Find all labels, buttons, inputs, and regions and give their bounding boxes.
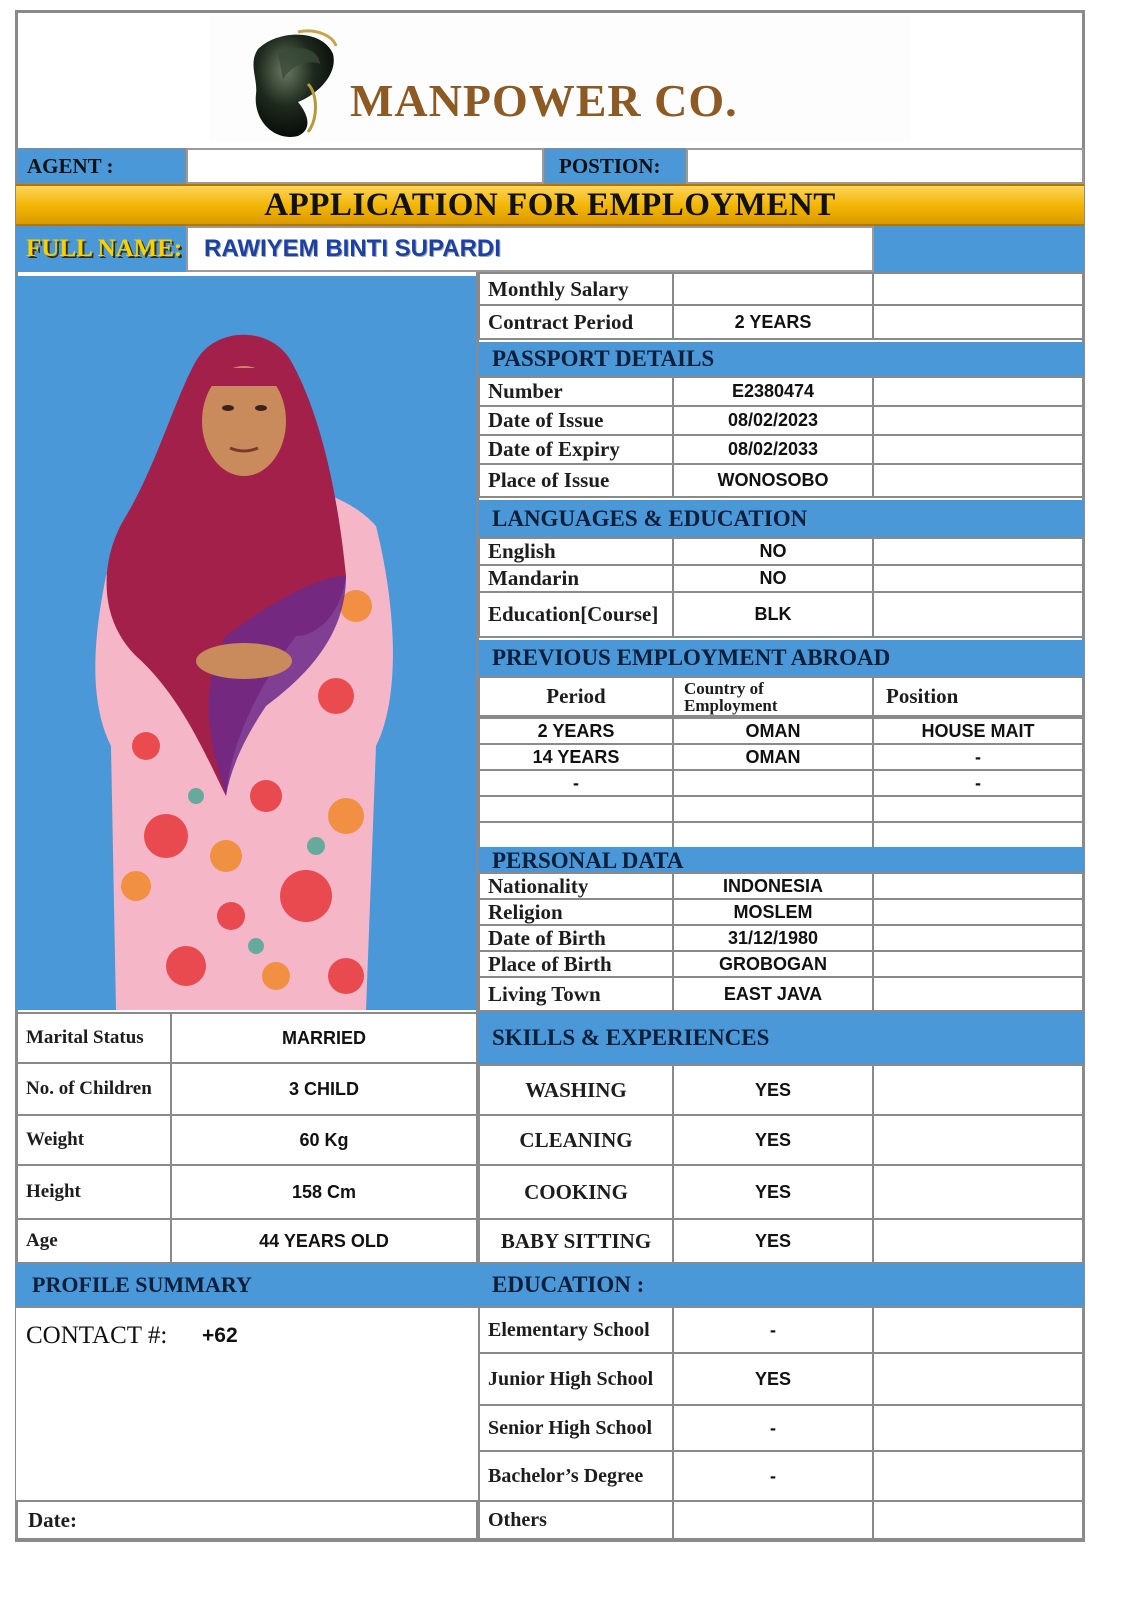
others-field[interactable] [672, 1500, 874, 1540]
elementary-extra[interactable] [872, 1306, 1084, 1354]
skill-cleaning-value: YES [754, 1129, 792, 1150]
bachelors-label-cell [478, 1450, 674, 1502]
mandarin-value: NO [759, 568, 787, 588]
religion-extra[interactable] [872, 898, 1084, 926]
skill-washing-extra[interactable] [872, 1064, 1084, 1116]
passport-number-label: Number [488, 379, 563, 403]
monthly-salary-label: Monthly Salary [488, 276, 629, 301]
date-field[interactable] [16, 1500, 478, 1540]
marital-status-label-cell [16, 1012, 172, 1064]
agent-input[interactable] [186, 148, 544, 184]
monthly-salary-extra[interactable] [872, 272, 1084, 306]
previous-row-1-country-field[interactable] [672, 717, 874, 745]
skill-babysitting-label: BABY SITTING [500, 1228, 652, 1253]
contract-period-label: Contract Period [488, 309, 634, 334]
contract-period-extra[interactable] [872, 304, 1084, 340]
languages-section-title: LANGUAGES & EDUCATION [492, 505, 808, 531]
mandarin-field[interactable] [672, 564, 874, 593]
place-of-birth-label: Place of Birth [488, 951, 612, 976]
passport-section-header [478, 342, 1084, 376]
weight-label-cell [16, 1114, 172, 1166]
previous-row-5-position-field[interactable] [872, 821, 1084, 849]
position-label: POSTION: [559, 153, 661, 178]
children-label: No. of Children [26, 1078, 152, 1099]
junior-high-label: Junior High School [488, 1367, 654, 1390]
previous-row-5-period-field[interactable] [478, 821, 674, 849]
previous-header-country [672, 676, 874, 717]
agent-label: AGENT : [27, 153, 114, 178]
religion-field[interactable] [672, 898, 874, 926]
date-of-birth-value: 31/12/1980 [727, 927, 819, 948]
others-label-cell [478, 1500, 674, 1540]
full-name-extra [874, 226, 1084, 272]
personal-data-section-header [478, 847, 1084, 874]
previous-row-4-country-field[interactable] [672, 795, 874, 823]
skill-cooking-label: COOKING [524, 1179, 628, 1204]
junior-high-value: YES [754, 1368, 792, 1389]
senior-high-extra[interactable] [872, 1404, 1084, 1452]
living-town-label: Living Town [488, 981, 601, 1006]
date-of-issue-extra[interactable] [872, 405, 1084, 436]
title-bar [16, 184, 1084, 226]
date-label: Date: [28, 1507, 77, 1532]
place-of-issue-value: WONOSOBO [717, 470, 829, 490]
marital-status-value: MARRIED [282, 1027, 366, 1048]
marital-status-field[interactable] [170, 1012, 478, 1064]
passport-number-extra[interactable] [872, 376, 1084, 407]
contract-period-label-cell [478, 304, 674, 340]
previous-row-3-country-field[interactable] [672, 769, 874, 797]
personal-data-section-title: PERSONAL DATA [492, 847, 684, 873]
skills-section-title: SKILLS & EXPERIENCES [492, 1025, 770, 1050]
children-field[interactable] [170, 1062, 478, 1116]
living-town-value: EAST JAVA [723, 983, 823, 1004]
bachelors-label: Bachelor’s Degree [488, 1464, 644, 1487]
full-name-field[interactable] [186, 226, 874, 272]
living-town-label-cell [478, 976, 674, 1012]
age-value: 44 YEARS OLD [259, 1230, 389, 1251]
skill-washing-value: YES [754, 1079, 792, 1100]
skill-washing-field[interactable] [672, 1064, 874, 1116]
passport-section-title: PASSPORT DETAILS [492, 346, 715, 371]
mandarin-label: Mandarin [488, 566, 580, 590]
skill-cleaning-extra[interactable] [872, 1114, 1084, 1166]
others-label: Others [488, 1508, 547, 1531]
others-extra[interactable] [872, 1500, 1084, 1540]
mandarin-label-cell [478, 564, 674, 593]
previous-header-position [872, 676, 1084, 717]
date-of-expiry-label-cell [478, 434, 674, 465]
passport-number-label-cell [478, 376, 674, 407]
previous-row-3-position-value: - [975, 772, 981, 793]
previous-row-4-position-field[interactable] [872, 795, 1084, 823]
previous-row-2-position-value: - [975, 746, 981, 767]
previous-header-period [478, 676, 674, 717]
education-course-value: BLK [754, 604, 792, 624]
previous-row-1-period-field[interactable] [478, 717, 674, 745]
senior-high-value: - [770, 1417, 776, 1438]
skill-cleaning-field[interactable] [672, 1114, 874, 1166]
previous-row-1-country-value: OMAN [745, 720, 801, 741]
company-logo-icon [238, 24, 348, 144]
english-extra[interactable] [872, 537, 1084, 566]
passport-number-field[interactable] [672, 376, 874, 407]
weight-value: 60 Kg [299, 1129, 349, 1150]
company-name: MANPOWER CO. [350, 75, 738, 126]
place-of-issue-label: Place of Issue [488, 468, 610, 492]
nationality-label: Nationality [488, 873, 589, 898]
education-section-header [478, 1264, 1084, 1306]
skill-washing-label-cell [478, 1064, 674, 1116]
bachelors-field[interactable] [672, 1450, 874, 1502]
religion-label: Religion [488, 899, 563, 924]
applicant-photo [16, 276, 478, 1010]
bachelors-extra[interactable] [872, 1450, 1084, 1502]
place-of-issue-extra[interactable] [872, 463, 1084, 498]
applicant-photo-icon [16, 276, 478, 1010]
children-value: 3 CHILD [288, 1078, 359, 1099]
agent-label-cell [16, 148, 186, 184]
skill-cooking-field[interactable] [672, 1164, 874, 1220]
contract-period-value: 2 YEARS [734, 311, 812, 332]
previous-row-3-period-field[interactable] [478, 769, 674, 797]
skill-cooking-value: YES [754, 1181, 792, 1202]
date-of-expiry-label: Date of Expiry [488, 437, 620, 461]
date-of-expiry-extra[interactable] [872, 434, 1084, 465]
skill-babysitting-field[interactable] [672, 1218, 874, 1264]
religion-label-cell [478, 898, 674, 926]
education-course-extra[interactable] [872, 591, 1084, 638]
elementary-label-cell [478, 1306, 674, 1354]
nationality-extra[interactable] [872, 872, 1084, 900]
date-of-birth-field[interactable] [672, 924, 874, 952]
previous-row-2-period-value: 14 YEARS [532, 746, 620, 767]
elementary-field[interactable] [672, 1306, 874, 1354]
date-of-issue-value: 08/02/2023 [727, 410, 819, 430]
skill-cooking-extra[interactable] [872, 1164, 1084, 1220]
nationality-label-cell [478, 872, 674, 900]
previous-row-3-period-value: - [573, 772, 579, 793]
senior-high-field[interactable] [672, 1404, 874, 1452]
bachelors-value: - [770, 1465, 776, 1486]
skill-babysitting-label-cell [478, 1218, 674, 1264]
passport-number-value: E2380474 [731, 381, 815, 401]
skill-washing-label: WASHING [525, 1077, 627, 1102]
education-course-label-cell [478, 591, 674, 638]
full-name-value: RAWIYEM BINTI SUPARDI [204, 235, 501, 262]
height-value: 158 Cm [291, 1181, 357, 1202]
previous-row-1-position-value: HOUSE MAIT [921, 720, 1035, 741]
place-of-birth-value: GROBOGAN [719, 953, 827, 974]
previous-row-5-country-field[interactable] [672, 821, 874, 849]
profile-summary-box[interactable] [16, 1306, 478, 1502]
senior-high-label: Senior High School [488, 1416, 653, 1439]
logo-area [210, 16, 910, 142]
living-town-extra[interactable] [872, 976, 1084, 1012]
previous-row-2-position-field[interactable] [872, 743, 1084, 771]
marital-status-label: Marital Status [26, 1027, 144, 1048]
height-field[interactable] [170, 1164, 478, 1220]
mandarin-extra[interactable] [872, 564, 1084, 593]
previous-row-1-period-value: 2 YEARS [537, 720, 615, 741]
previous-employment-section-header [478, 640, 1084, 676]
date-of-expiry-field[interactable] [672, 434, 874, 465]
previous-header-country-label: Country of Employment [684, 678, 778, 715]
previous-employment-section-title: PREVIOUS EMPLOYMENT ABROAD [492, 645, 891, 670]
previous-row-2-period-field[interactable] [478, 743, 674, 771]
previous-header-position-label: Position [886, 684, 959, 708]
previous-row-1-position-field[interactable] [872, 717, 1084, 745]
place-of-issue-field[interactable] [672, 463, 874, 498]
place-of-birth-label-cell [478, 950, 674, 978]
elementary-label: Elementary School [488, 1318, 650, 1341]
skill-babysitting-extra[interactable] [872, 1218, 1084, 1264]
position-input[interactable] [686, 148, 1084, 184]
nationality-field[interactable] [672, 872, 874, 900]
nationality-value: INDONESIA [722, 875, 823, 896]
skills-section-header [478, 1012, 1084, 1064]
full-name-label: FULL NAME: [26, 235, 183, 262]
junior-high-extra[interactable] [872, 1352, 1084, 1406]
date-of-birth-extra[interactable] [872, 924, 1084, 952]
date-of-issue-label-cell [478, 405, 674, 436]
place-of-issue-label-cell [478, 463, 674, 498]
previous-row-2-country-value: OMAN [745, 746, 801, 767]
date-of-issue-label: Date of Issue [488, 408, 604, 432]
height-label: Height [26, 1181, 81, 1202]
elementary-value: - [770, 1319, 776, 1340]
languages-section-header [478, 500, 1084, 537]
height-label-cell [16, 1164, 172, 1220]
children-label-cell [16, 1062, 172, 1116]
age-field[interactable] [170, 1218, 478, 1264]
english-label: English [488, 539, 556, 563]
english-label-cell [478, 537, 674, 566]
english-value: NO [759, 541, 787, 561]
previous-row-4-period-field[interactable] [478, 795, 674, 823]
skill-cleaning-label-cell [478, 1114, 674, 1166]
skill-babysitting-value: YES [754, 1230, 792, 1251]
monthly-salary-label-cell [478, 272, 674, 306]
date-of-birth-label-cell [478, 924, 674, 952]
previous-row-3-position-field[interactable] [872, 769, 1084, 797]
weight-label: Weight [26, 1129, 85, 1150]
junior-high-label-cell [478, 1352, 674, 1406]
date-of-issue-field[interactable] [672, 405, 874, 436]
english-field[interactable] [672, 537, 874, 566]
date-of-birth-label: Date of Birth [488, 925, 606, 950]
senior-high-label-cell [478, 1404, 674, 1452]
age-label-cell [16, 1218, 172, 1264]
profile-summary-header [16, 1264, 478, 1306]
education-course-label: Education[Course] [488, 602, 659, 626]
weight-field[interactable] [170, 1114, 478, 1166]
position-label-cell [544, 148, 686, 184]
place-of-birth-extra[interactable] [872, 950, 1084, 978]
skill-cooking-label-cell [478, 1164, 674, 1220]
junior-high-field[interactable] [672, 1352, 874, 1406]
religion-value: MOSLEM [733, 901, 813, 922]
education-course-field[interactable] [672, 591, 874, 638]
full-name-label-cell [16, 226, 186, 272]
profile-summary-title: PROFILE SUMMARY [32, 1272, 252, 1297]
age-label: Age [26, 1230, 58, 1251]
contact-label: CONTACT #: [26, 1322, 168, 1349]
previous-header-period-label: Period [546, 684, 606, 708]
date-of-expiry-value: 08/02/2033 [727, 439, 819, 459]
living-town-field[interactable] [672, 976, 874, 1012]
skill-cleaning-label: CLEANING [519, 1127, 633, 1152]
form-title: APPLICATION FOR EMPLOYMENT [264, 186, 836, 223]
previous-row-2-country-field[interactable] [672, 743, 874, 771]
contact-value: +62 [202, 1324, 238, 1347]
education-section-title: EDUCATION : [492, 1272, 645, 1297]
monthly-salary-field[interactable] [672, 272, 874, 306]
contract-period-field[interactable] [672, 304, 874, 340]
place-of-birth-field[interactable] [672, 950, 874, 978]
